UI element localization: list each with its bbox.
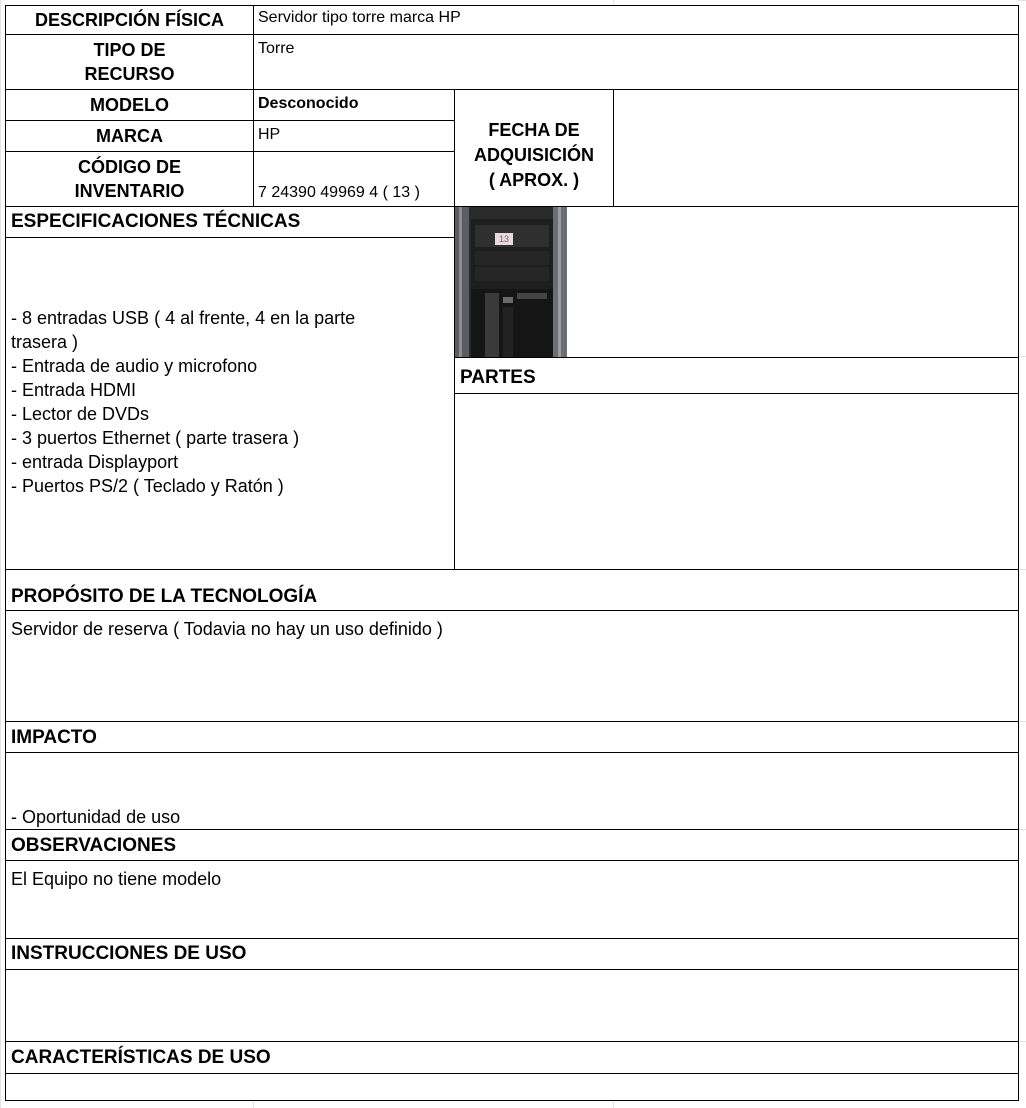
- descripcion-label: DESCRIPCIÓN FÍSICA: [34, 10, 225, 30]
- gridline: [1018, 721, 1026, 722]
- tipo-label-line: RECURSO: [84, 64, 175, 84]
- especificaciones-list: [6, 306, 452, 526]
- gridline: [613, 1100, 614, 1108]
- spec-line: - Puertos PS/2 ( Teclado y Ratón ): [11, 476, 284, 496]
- tipo-recurso-label: [6, 35, 253, 89]
- codigo-label-line: CÓDIGO DE: [77, 157, 181, 177]
- gridline: [0, 0, 1, 1108]
- especificaciones-title: ESPECIFICACIONES TÉCNICAS: [11, 211, 301, 232]
- observaciones-title: OBSERVACIONES: [11, 835, 177, 856]
- spec-line: - Entrada HDMI: [11, 380, 137, 400]
- tipo-label-line: TIPO DE: [93, 40, 166, 60]
- modelo-label: MODELO: [90, 95, 169, 115]
- fecha-adquisicion-value: [614, 94, 1014, 116]
- proposito-title: PROPÓSITO DE LA TECNOLOGÍA: [11, 586, 318, 607]
- gridline: [1018, 1041, 1026, 1042]
- codigo-label-line: INVENTARIO: [74, 181, 185, 201]
- fecha-label-line: ADQUISICIÓN: [473, 144, 594, 165]
- server-tower-photo: [455, 207, 567, 357]
- photo-tag-number: 13: [498, 234, 509, 244]
- gridline: [1018, 569, 1026, 570]
- observaciones-text: El Equipo no tiene modelo: [11, 869, 222, 889]
- marca-value: HP: [258, 126, 281, 143]
- caracteristicas-title: CARACTERÍSTICAS DE USO: [11, 1047, 271, 1068]
- impacto-title: IMPACTO: [11, 727, 97, 748]
- spec-line: - 3 puertos Ethernet ( parte trasera ): [11, 428, 300, 448]
- proposito-text: Servidor de reserva ( Todavia no hay un uso definido ): [11, 619, 443, 639]
- descripcion-value: Servidor tipo torre marca HP: [258, 9, 461, 26]
- marca-label: MARCA: [96, 126, 163, 146]
- fecha-label-line: ( APROX. ): [488, 169, 580, 190]
- modelo-value: Desconocido: [258, 95, 359, 112]
- gridline: [1018, 0, 1026, 1]
- spec-line: - 8 entradas USB ( 4 al frente, 4 en la parte: [11, 308, 356, 328]
- server-photo-graphic: [455, 207, 567, 357]
- fecha-label-line: FECHA DE: [488, 119, 580, 140]
- gridline: [253, 1100, 254, 1108]
- spec-line: - Lector de DVDs: [11, 404, 150, 424]
- spec-line: trasera ): [11, 332, 79, 352]
- codigo-inventario-value: 7 24390 49969 4 ( 13 ): [258, 184, 420, 201]
- gridline: [1018, 356, 1026, 357]
- spec-line: - Entrada de audio y microfono: [11, 356, 258, 376]
- tipo-recurso-value: Torre: [258, 40, 295, 57]
- codigo-inventario-label: [6, 152, 253, 206]
- instrucciones-title: INSTRUCCIONES DE USO: [11, 943, 247, 964]
- partes-title: PARTES: [460, 367, 536, 388]
- impacto-text: - Oportunidad de uso: [11, 807, 181, 827]
- spec-line: - entrada Displayport: [11, 452, 179, 472]
- fecha-adquisicion-label: [455, 90, 613, 206]
- gridline: [1018, 829, 1026, 830]
